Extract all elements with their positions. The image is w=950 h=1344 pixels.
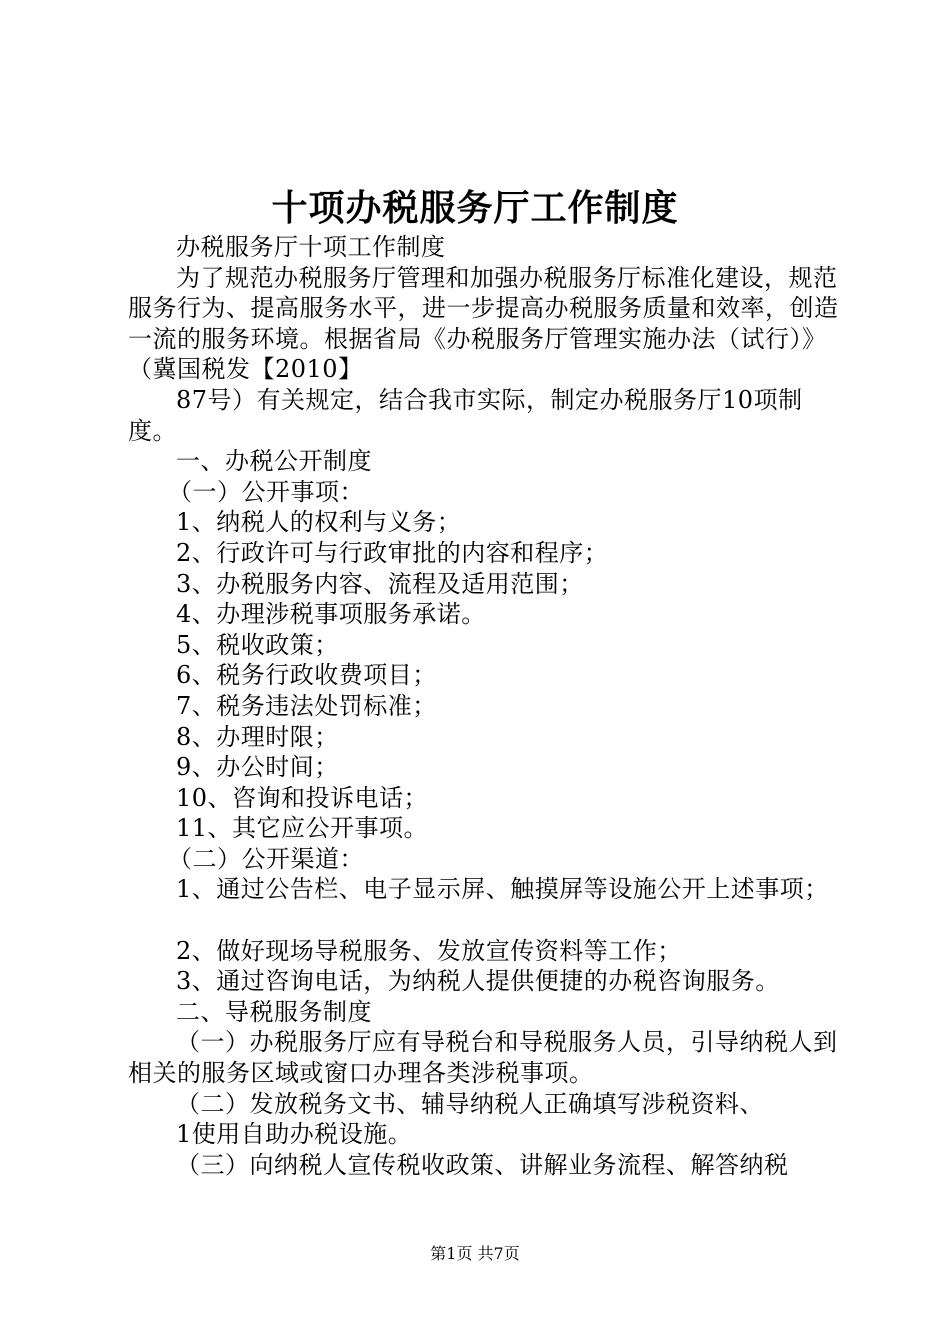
list-item: 10、咨询和投诉电话； xyxy=(176,783,429,812)
paragraph: 1使用自助办税设施。 xyxy=(176,1120,413,1149)
page-footer: 第1页 共7页 xyxy=(430,1244,520,1263)
list-item: 2、做好现场导税服务、发放宣传资料等工作； xyxy=(176,936,682,965)
section-heading-2: 二、导税服务制度 xyxy=(176,997,372,1026)
list-item: 1、通过公告栏、电子显示屏、触摸屏等设施公开上述事项； xyxy=(176,875,829,904)
section-heading-1: 一、办税公开制度 xyxy=(176,447,372,476)
paragraph: （二）发放税务文书、辅导纳税人正确填写涉税资料、 xyxy=(176,1089,764,1118)
list-item: 11、其它应公开事项。 xyxy=(176,814,429,843)
list-item: 7、税务违法处罚标准； xyxy=(176,691,437,720)
list-item: 2、行政许可与行政审批的内容和程序； xyxy=(176,538,609,567)
list-item: 1、纳税人的权利与义务； xyxy=(176,508,462,537)
document-title: 十项办税服务厅工作制度 xyxy=(271,187,679,229)
list-item: 3、通过咨询电话，为纳税人提供便捷的办税咨询服务。 xyxy=(176,967,780,996)
list-item: 6、税务行政收费项目； xyxy=(176,661,437,690)
list-item: 3、办税服务内容、流程及适用范围； xyxy=(176,569,584,598)
subsection-heading: （二）公开渠道： xyxy=(168,844,364,873)
doc-subtitle: 办税服务厅十项工作制度 xyxy=(176,233,446,261)
intro-paragraph: 为了规范办税服务厅管理和加强办税服务厅标准化建设，规范服务行为、提高服务水平，进一步提高办税服务质量和效率，创造一流的服务环境。根据省局《办税服务厅管理实施办法（试行）》（冀国税发【2010】 xyxy=(128,263,839,384)
intro-paragraph-continued: 87号）有关规定，结合我市实际，制定办税服务厅10项制度。 xyxy=(128,385,803,445)
list-item: 5、税收政策； xyxy=(176,630,339,659)
blank-line xyxy=(128,905,840,936)
document-body xyxy=(128,232,840,1180)
paragraph: （一）办税服务厅应有导税台和导税服务人员，引导纳税人到相关的服务区域或窗口办理各类涉税事项。 xyxy=(128,1028,838,1088)
paragraph: （三）向纳税人宣传税收政策、讲解业务流程、解答纳税 xyxy=(176,1150,789,1179)
list-item: 9、办公时间； xyxy=(176,753,339,782)
list-item: 4、办理涉税事项服务承诺。 xyxy=(176,600,486,629)
list-item: 8、办理时限； xyxy=(176,722,339,751)
subsection-heading: （一）公开事项： xyxy=(168,477,364,506)
